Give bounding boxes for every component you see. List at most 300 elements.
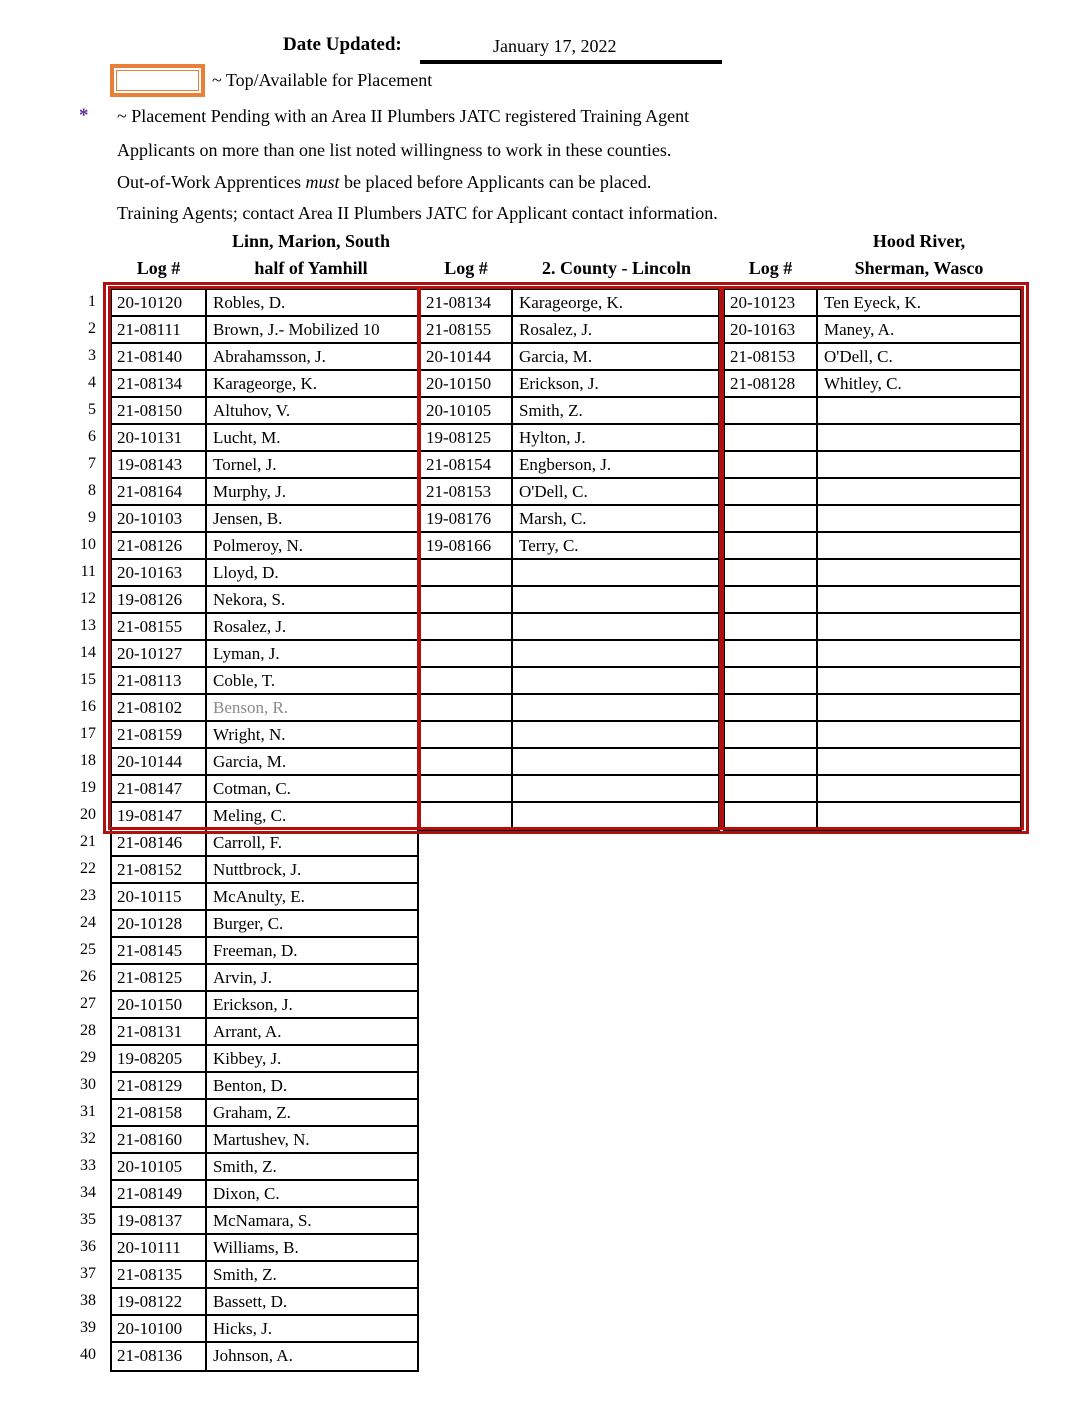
row-number: 22 — [80, 860, 96, 877]
applicant-name-cell: Engberson, J. — [519, 455, 612, 474]
row-number: 20 — [80, 806, 96, 823]
row-number: 25 — [80, 941, 96, 958]
applicant-name-cell: Wright, N. — [213, 725, 286, 744]
log-number-cell — [725, 479, 818, 504]
table-row — [112, 965, 417, 992]
log-number-cell: 19-08137 — [112, 1208, 207, 1233]
applicant-name-cell — [513, 803, 718, 830]
note-out-of-work-emphasis: must — [305, 172, 340, 192]
log-number-cell — [421, 722, 513, 747]
log-number-cell: 19-08147 — [112, 803, 207, 828]
table-row — [112, 1316, 417, 1343]
log-number-cell — [725, 722, 818, 747]
applicant-name-cell — [513, 722, 718, 747]
log-number-cell: 20-10123 — [725, 290, 818, 315]
table-row — [112, 641, 417, 668]
log-number-cell: 20-10127 — [112, 641, 207, 666]
applicant-name-cell: Murphy, J. — [213, 482, 287, 501]
table-row — [112, 587, 417, 614]
applicant-name-cell: Burger, C. — [213, 914, 284, 933]
table-row — [112, 398, 417, 425]
row-number: 36 — [80, 1238, 96, 1255]
table-row — [725, 641, 1020, 668]
row-number: 11 — [80, 563, 96, 580]
note-out-of-work-post: be placed before Applicants can be placed. — [339, 172, 652, 192]
log-number-cell — [725, 452, 818, 477]
row-number: 37 — [80, 1265, 96, 1282]
applicant-name-cell: Cotman, C. — [213, 779, 291, 798]
log-number-cell: 20-10150 — [421, 371, 513, 396]
log-number-cell: 19-08126 — [112, 587, 207, 612]
table-row — [421, 560, 718, 587]
applicant-name-cell: Kibbey, J. — [213, 1049, 282, 1068]
row-number: 33 — [80, 1157, 96, 1174]
log-number-cell: 20-10100 — [112, 1316, 207, 1341]
table-row — [725, 776, 1020, 803]
applicant-name-cell — [513, 776, 718, 801]
pending-asterisk-marker: * — [79, 105, 89, 126]
table-row — [112, 938, 417, 965]
table-row — [421, 695, 718, 722]
log-number-cell: 19-08166 — [421, 533, 513, 558]
table-row — [421, 425, 718, 452]
row-number: 5 — [88, 401, 96, 418]
table-row — [421, 506, 718, 533]
log-number-cell — [421, 749, 513, 774]
table-row — [421, 614, 718, 641]
table-row — [112, 290, 417, 317]
row-number: 15 — [80, 671, 96, 688]
log-number-cell: 21-08131 — [112, 1019, 207, 1044]
table-row — [421, 641, 718, 668]
applicant-name-cell — [818, 479, 1020, 504]
log-number-cell — [725, 668, 818, 693]
applicant-name-cell — [513, 587, 718, 612]
row-number: 28 — [80, 1022, 96, 1039]
applicant-name-cell — [818, 776, 1020, 801]
applicant-name-cell: Coble, T. — [213, 671, 276, 690]
log-number-cell — [421, 695, 513, 720]
log-number-cell: 21-08113 — [112, 668, 207, 693]
applicant-name-cell: Johnson, A. — [213, 1346, 293, 1365]
log-number-cell: 21-08111 — [112, 317, 207, 342]
applicant-name-cell — [513, 668, 718, 693]
table-row — [725, 749, 1020, 776]
applicant-name-cell: Dixon, C. — [213, 1184, 280, 1203]
table-row — [421, 587, 718, 614]
log-number-cell: 19-08205 — [112, 1046, 207, 1071]
table-row — [725, 668, 1020, 695]
log-number-cell: 21-08136 — [112, 1343, 207, 1370]
applicant-name-cell: Polmeroy, N. — [213, 536, 304, 555]
log-number-cell: 20-10150 — [112, 992, 207, 1017]
applicant-name-cell — [818, 668, 1020, 693]
log-number-cell — [725, 641, 818, 666]
group1-log-header: Log # — [136, 258, 181, 278]
applicant-name-cell: Hylton, J. — [519, 428, 586, 447]
row-number: 21 — [80, 833, 96, 850]
applicant-name-cell: Lloyd, D. — [213, 563, 279, 582]
row-number: 35 — [80, 1211, 96, 1228]
table-row — [112, 317, 417, 344]
applicant-name-cell — [818, 614, 1020, 639]
table-row — [112, 1262, 417, 1289]
log-number-cell: 21-08140 — [112, 344, 207, 369]
applicant-name-cell: Freeman, D. — [213, 941, 298, 960]
row-number: 34 — [80, 1184, 96, 1201]
table-row — [112, 749, 417, 776]
table-row — [112, 695, 417, 722]
table-row — [725, 506, 1020, 533]
log-number-cell: 21-08154 — [421, 452, 513, 477]
log-number-cell: 21-08153 — [421, 479, 513, 504]
table-row — [112, 371, 417, 398]
log-number-cell — [725, 803, 818, 830]
table-row — [112, 776, 417, 803]
group-body-1 — [110, 288, 419, 1372]
log-number-cell — [725, 560, 818, 585]
log-number-cell: 21-08146 — [112, 830, 207, 855]
applicant-name-cell — [513, 614, 718, 639]
table-row — [725, 317, 1020, 344]
table-row — [112, 533, 417, 560]
table-row — [112, 1343, 417, 1370]
applicant-name-cell: Benson, R. — [213, 698, 289, 717]
table-row — [112, 1019, 417, 1046]
row-number: 8 — [88, 482, 96, 499]
log-number-cell — [725, 776, 818, 801]
table-row — [725, 560, 1020, 587]
log-number-cell: 20-10120 — [112, 290, 207, 315]
table-row — [421, 344, 718, 371]
table-row — [421, 749, 718, 776]
applicant-name-cell: Whitley, C. — [824, 374, 902, 393]
row-number: 24 — [80, 914, 96, 931]
table-row — [725, 614, 1020, 641]
row-number: 30 — [80, 1076, 96, 1093]
table-row — [112, 560, 417, 587]
applicant-name-cell: McAnulty, E. — [213, 887, 305, 906]
table-row — [112, 1127, 417, 1154]
row-number: 23 — [80, 887, 96, 904]
table-row — [421, 371, 718, 398]
applicant-name-cell: Ten Eyeck, K. — [824, 293, 921, 312]
table-row — [725, 722, 1020, 749]
applicant-name-cell: Hicks, J. — [213, 1319, 273, 1338]
applicant-name-cell — [818, 641, 1020, 666]
log-number-cell: 21-08135 — [112, 1262, 207, 1287]
applicant-name-cell: Arrant, A. — [213, 1022, 282, 1041]
group-body-3 — [723, 288, 1022, 832]
log-number-cell: 21-08158 — [112, 1100, 207, 1125]
table-row — [421, 803, 718, 830]
log-number-cell: 21-08102 — [112, 695, 207, 720]
table-row — [112, 668, 417, 695]
log-number-cell: 21-08164 — [112, 479, 207, 504]
log-number-cell: 19-08122 — [112, 1289, 207, 1314]
row-number: 32 — [80, 1130, 96, 1147]
applicant-name-cell — [513, 695, 718, 720]
row-number: 13 — [80, 617, 96, 634]
table-row — [725, 425, 1020, 452]
row-number-column — [56, 288, 100, 1368]
applicant-name-cell — [818, 398, 1020, 423]
log-number-cell — [421, 776, 513, 801]
applicant-name-cell: Altuhov, V. — [213, 401, 291, 420]
group3-log-header: Log # — [748, 258, 793, 278]
applicant-name-cell: Tornel, J. — [213, 455, 277, 474]
table-row — [421, 452, 718, 479]
row-number: 1 — [88, 293, 96, 310]
table-row — [112, 884, 417, 911]
group3-county-header-line2: Sherman, Wasco — [854, 258, 984, 278]
table-row — [112, 614, 417, 641]
group1-county-header-line2: half of Yamhill — [254, 258, 368, 278]
applicant-name-cell: Garcia, M. — [213, 752, 287, 771]
table-row — [421, 668, 718, 695]
date-updated-label: Date Updated: — [283, 34, 402, 55]
log-number-cell: 21-08128 — [725, 371, 818, 396]
applicant-name-cell: Erickson, J. — [213, 995, 293, 1014]
log-number-cell: 20-10128 — [112, 911, 207, 936]
applicant-name-cell: Terry, C. — [519, 536, 579, 555]
log-number-cell — [421, 560, 513, 585]
row-number: 29 — [80, 1049, 96, 1066]
table-row — [725, 803, 1020, 830]
applicant-name-cell: Smith, Z. — [213, 1265, 277, 1284]
row-number: 4 — [88, 374, 96, 391]
row-number: 18 — [80, 752, 96, 769]
table-row — [112, 992, 417, 1019]
group-body-2 — [419, 288, 720, 832]
table-row — [725, 371, 1020, 398]
top-available-legend-text: ~ Top/Available for Placement — [212, 70, 433, 90]
log-number-cell: 21-08126 — [112, 533, 207, 558]
applicant-name-cell: Karageorge, K. — [213, 374, 318, 393]
table-row — [421, 317, 718, 344]
table-row — [112, 722, 417, 749]
log-number-cell — [725, 398, 818, 423]
table-row — [112, 1100, 417, 1127]
applicant-name-cell: Smith, Z. — [519, 401, 583, 420]
log-number-cell: 20-10105 — [421, 398, 513, 423]
applicant-name-cell: Jensen, B. — [213, 509, 283, 528]
log-number-cell: 20-10115 — [112, 884, 207, 909]
date-underline — [420, 60, 722, 64]
log-number-cell — [421, 668, 513, 693]
table-row — [112, 506, 417, 533]
log-number-cell: 21-08129 — [112, 1073, 207, 1098]
log-number-cell: 21-08149 — [112, 1181, 207, 1206]
log-number-cell: 21-08155 — [112, 614, 207, 639]
row-number: 16 — [80, 698, 96, 715]
applicant-name-cell — [818, 506, 1020, 531]
log-number-cell: 21-08155 — [421, 317, 513, 342]
group1-county-header-line1: Linn, Marion, South — [231, 231, 391, 251]
table-row — [421, 290, 718, 317]
table-row — [112, 1289, 417, 1316]
applicant-name-cell — [818, 749, 1020, 774]
table-row — [725, 587, 1020, 614]
table-row — [112, 1235, 417, 1262]
applicant-name-cell: Nekora, S. — [213, 590, 286, 609]
applicant-name-cell — [513, 749, 718, 774]
log-number-cell: 21-08147 — [112, 776, 207, 801]
date-updated-value: January 17, 2022 — [493, 36, 617, 56]
applicant-name-cell: Erickson, J. — [519, 374, 599, 393]
row-number: 19 — [80, 779, 96, 796]
log-number-cell: 20-10111 — [112, 1235, 207, 1260]
applicant-name-cell — [818, 425, 1020, 450]
table-row — [421, 398, 718, 425]
row-number: 27 — [80, 995, 96, 1012]
note-out-of-work — [117, 172, 651, 193]
log-number-cell — [421, 614, 513, 639]
table-row — [112, 452, 417, 479]
applicant-name-cell — [818, 452, 1020, 477]
applicant-name-cell: O'Dell, C. — [824, 347, 893, 366]
table-row — [421, 479, 718, 506]
log-number-cell — [725, 695, 818, 720]
log-number-cell — [421, 587, 513, 612]
applicant-name-cell: Rosalez, J. — [213, 617, 287, 636]
log-number-cell: 21-08160 — [112, 1127, 207, 1152]
pending-legend-text: ~ Placement Pending with an Area II Plumbers JATC registered Training Agent — [117, 106, 690, 126]
applicant-name-cell — [818, 587, 1020, 612]
table-row — [112, 857, 417, 884]
log-number-cell: 20-10144 — [112, 749, 207, 774]
log-number-cell: 21-08159 — [112, 722, 207, 747]
table-row — [725, 452, 1020, 479]
applicant-name-cell: Maney, A. — [824, 320, 895, 339]
group2-county-header: 2. County - Lincoln — [541, 258, 692, 278]
table-row — [112, 1073, 417, 1100]
log-number-cell: 21-08134 — [112, 371, 207, 396]
table-row — [725, 398, 1020, 425]
group3-county-header-line1: Hood River, — [872, 231, 966, 251]
applicant-name-cell: Smith, Z. — [213, 1157, 277, 1176]
applicant-name-cell: Graham, Z. — [213, 1103, 291, 1122]
table-row — [725, 533, 1020, 560]
table-row — [421, 533, 718, 560]
table-row — [112, 425, 417, 452]
applicant-name-cell: O'Dell, C. — [519, 482, 588, 501]
log-number-cell: 21-08125 — [112, 965, 207, 990]
row-number: 7 — [88, 455, 96, 472]
log-number-cell: 20-10144 — [421, 344, 513, 369]
table-row — [112, 479, 417, 506]
applicant-name-cell: Carroll, F. — [213, 833, 282, 852]
group2-log-header: Log # — [444, 258, 488, 278]
applicant-name-cell: Marsh, C. — [519, 509, 587, 528]
applicant-name-cell: Brown, J.- Mobilized 10 — [213, 320, 380, 339]
row-number: 14 — [80, 644, 96, 661]
table-row — [725, 695, 1020, 722]
log-number-cell: 21-08145 — [112, 938, 207, 963]
applicant-name-cell — [818, 560, 1020, 585]
applicant-name-cell — [818, 722, 1020, 747]
row-number: 12 — [80, 590, 96, 607]
log-number-cell: 21-08134 — [421, 290, 513, 315]
log-number-cell — [725, 749, 818, 774]
applicant-name-cell — [818, 803, 1020, 830]
applicant-name-cell: Williams, B. — [213, 1238, 299, 1257]
applicant-name-cell — [513, 641, 718, 666]
table-row — [112, 1181, 417, 1208]
log-number-cell: 20-10163 — [725, 317, 818, 342]
table-row — [421, 722, 718, 749]
applicant-name-cell: Bassett, D. — [213, 1292, 288, 1311]
log-number-cell: 20-10105 — [112, 1154, 207, 1179]
row-number: 2 — [88, 320, 96, 337]
row-number: 17 — [80, 725, 96, 742]
row-number: 31 — [80, 1103, 96, 1120]
applicant-name-cell: Rosalez, J. — [519, 320, 593, 339]
table-row — [112, 803, 417, 830]
log-number-cell: 21-08153 — [725, 344, 818, 369]
note-training-agents: Training Agents; contact Area II Plumbers JATC for Applicant contact information. — [117, 203, 718, 223]
row-number: 38 — [80, 1292, 96, 1309]
note-multiple-lists: Applicants on more than one list noted willingness to work in these counties. — [117, 140, 672, 160]
table-row — [725, 479, 1020, 506]
log-number-cell — [725, 587, 818, 612]
log-number-cell: 20-10103 — [112, 506, 207, 531]
applicant-name-cell: Martushev, N. — [213, 1130, 310, 1149]
applicant-name-cell: Benton, D. — [213, 1076, 288, 1095]
note-out-of-work-pre: Out-of-Work Apprentices — [117, 172, 306, 192]
row-number: 39 — [80, 1319, 96, 1336]
table-row — [112, 344, 417, 371]
row-number: 3 — [88, 347, 96, 364]
log-number-cell — [421, 641, 513, 666]
log-number-cell: 21-08150 — [112, 398, 207, 423]
table-row — [725, 290, 1020, 317]
log-number-cell — [725, 506, 818, 531]
applicant-name-cell: Arvin, J. — [213, 968, 273, 987]
table-row — [725, 344, 1020, 371]
row-number: 26 — [80, 968, 96, 985]
row-number: 10 — [80, 536, 96, 553]
applicant-name-cell: Garcia, M. — [519, 347, 593, 366]
table-row — [112, 830, 417, 857]
log-number-cell — [421, 803, 513, 830]
log-number-cell: 19-08125 — [421, 425, 513, 450]
table-row — [112, 911, 417, 938]
applicant-name-cell — [513, 560, 718, 585]
applicant-name-cell: Lyman, J. — [213, 644, 280, 663]
log-number-cell: 20-10131 — [112, 425, 207, 450]
applicant-name-cell: McNamara, S. — [213, 1211, 312, 1230]
applicant-name-cell: Lucht, M. — [213, 428, 281, 447]
log-number-cell — [725, 425, 818, 450]
table-row — [112, 1154, 417, 1181]
log-number-cell: 21-08152 — [112, 857, 207, 882]
applicant-name-cell: Karageorge, K. — [519, 293, 624, 312]
table-row — [421, 776, 718, 803]
row-number: 40 — [80, 1346, 96, 1363]
applicant-name-cell — [818, 533, 1020, 558]
applicant-name-cell — [818, 695, 1020, 720]
row-number: 9 — [88, 509, 96, 526]
top-available-legend-box — [110, 64, 205, 97]
row-number: 6 — [88, 428, 96, 445]
log-number-cell — [725, 533, 818, 558]
table-row — [112, 1046, 417, 1073]
table-row — [112, 1208, 417, 1235]
log-number-cell: 19-08176 — [421, 506, 513, 531]
applicant-name-cell: Abrahamsson, J. — [213, 347, 326, 366]
log-number-cell: 20-10163 — [112, 560, 207, 585]
